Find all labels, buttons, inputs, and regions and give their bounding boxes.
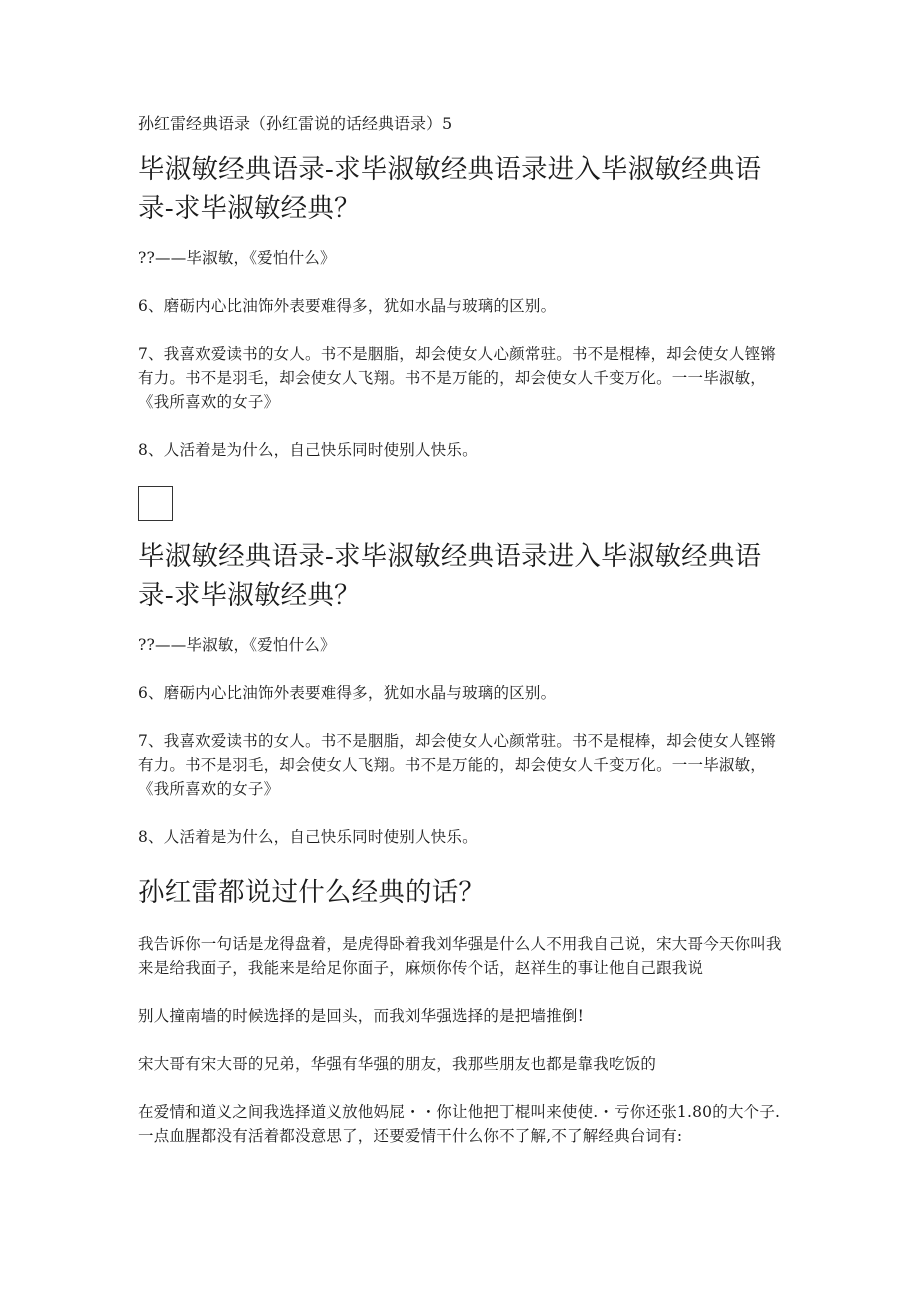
paragraph: 宋大哥有宋大哥的兄弟，华强有华强的朋友，我那些朋友也都是靠我吃饭的: [138, 1055, 657, 1073]
paragraph: 我告诉你一句话是龙得盘着，是虎得卧着我刘华强是什么人不用我自己说，宋大哥今天你叫我来是给我面子，我能来是给足你面子，麻烦你传个话，赵祥生的事让他自己跟我说: [138, 935, 782, 977]
paragraph: 在爱情和道义之间我选择道义放他妈屁・・你让他把丁棍叫来使使.・亏你还张1.80的大个子.一点血腥都没有活着都没意思了，还要爱情干什么你不了解,不了解经典台词有:: [138, 1103, 781, 1145]
paragraph: 别人撞南墙的时候选择的是回头，而我刘华强选择的是把墙推倒!: [138, 1007, 585, 1025]
document-title: 孙红雷经典语录（孙红雷说的话经典语录）5: [138, 114, 453, 133]
paragraph: 6、磨砺内心比油饰外表要难得多，犹如水晶与玻璃的区别。: [138, 297, 557, 315]
paragraph: ??——毕淑敏，《爱怕什么》: [138, 249, 336, 267]
section-heading: 孙红雷都说过什么经典的话？: [138, 877, 486, 908]
paragraph: 8、人活着是为什么，自己快乐同时使别人快乐。: [138, 828, 478, 846]
section-bishumin-quotes-2: [138, 537, 788, 849]
paragraph: 7、我喜欢爱读书的女人。书不是胭脂，却会使女人心颜常驻。书不是棍棒，却会使女人铿锵有力。书不是羽毛，却会使女人飞翔。书不是万能的，却会使女人千变万化。一一毕淑敏，《我所喜欢的女子》: [138, 732, 777, 798]
image-placeholder-box: [138, 486, 173, 521]
paragraph: 6、磨砺内心比油饰外表要难得多，犹如水晶与玻璃的区别。: [138, 684, 557, 702]
paragraph: ??——毕淑敏，《爱怕什么》: [138, 636, 336, 654]
section-sunhonglei-quotes: [138, 873, 788, 1148]
section-heading: 毕淑敏经典语录-求毕淑敏经典语录进入毕淑敏经典语录-求毕淑敏经典？: [138, 154, 762, 224]
document-content: [138, 112, 788, 1172]
section-bishumin-quotes-1: [138, 150, 788, 462]
paragraph: 7、我喜欢爱读书的女人。书不是胭脂，却会使女人心颜常驻。书不是棍棒，却会使女人铿锵有力。书不是羽毛，却会使女人飞翔。书不是万能的，却会使女人千变万化。一一毕淑敏，《我所喜欢的女子》: [138, 345, 777, 411]
section-heading: 毕淑敏经典语录-求毕淑敏经典语录进入毕淑敏经典语录-求毕淑敏经典？: [138, 541, 762, 611]
paragraph: 8、人活着是为什么，自己快乐同时使别人快乐。: [138, 441, 478, 459]
